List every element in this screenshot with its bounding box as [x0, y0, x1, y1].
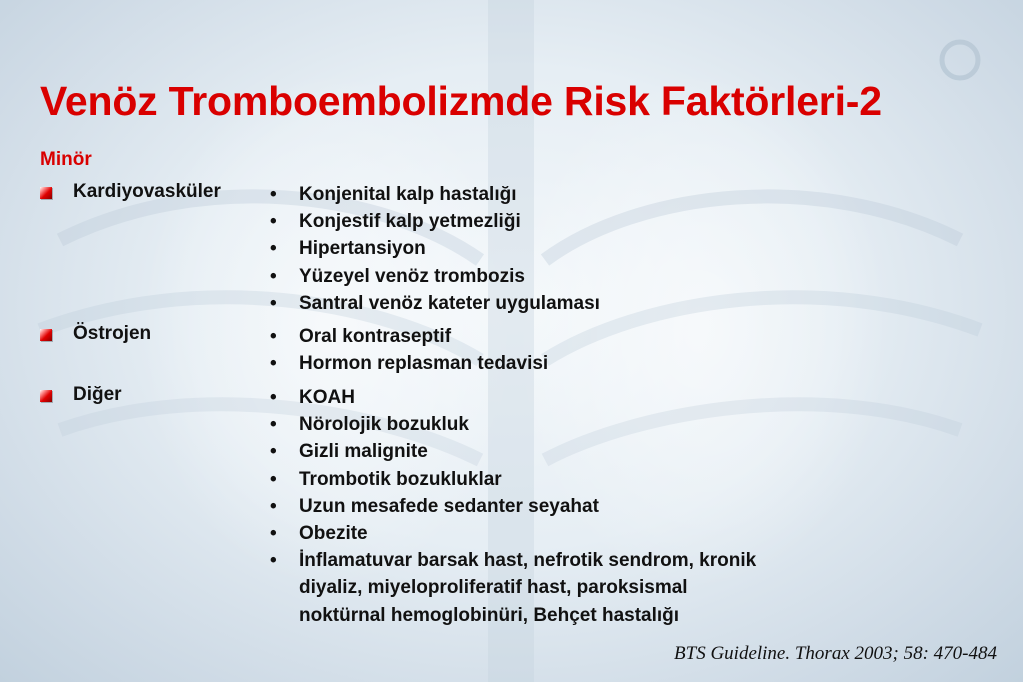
- square-bullet-icon: [40, 390, 52, 402]
- item-list: [268, 384, 756, 629]
- list-item: • Yüzeyel venöz trombozis: [268, 263, 600, 290]
- list-item: • Uzun mesafede sedanter seyahat: [268, 493, 756, 520]
- item-list: [268, 323, 548, 377]
- list-item: • Hormon replasman tedavisi: [268, 350, 548, 377]
- list-item: • Konjestif kalp yetmezliği: [268, 208, 600, 235]
- list-item: • Santral venöz kateter uygulaması: [268, 290, 600, 317]
- section-label: Diğer: [73, 384, 122, 405]
- section-label: Östrojen: [73, 323, 152, 344]
- list-item-continuation: noktürnal hemoglobinüri, Behçet hastalığı: [299, 604, 680, 626]
- list-item: • Konjenital kalp hastalığı: [268, 181, 600, 208]
- list-item: • Hipertansiyon: [268, 235, 600, 262]
- slide-subtitle: Minör: [40, 149, 92, 170]
- list-item: • Nörolojik bozukluk: [268, 411, 756, 438]
- list-item: • İnflamatuvar barsak hast, nefrotik sendrom, kronik: [268, 547, 756, 574]
- list-item: • Oral kontraseptif: [268, 323, 548, 350]
- section-label: Kardiyovasküler: [73, 181, 221, 202]
- square-bullet-icon: [40, 329, 52, 341]
- list-item: • Obezite: [268, 520, 756, 547]
- list-item: • Trombotik bozukluklar: [268, 466, 756, 493]
- slide-title: Venöz Tromboembolizmde Risk Faktörleri-2: [40, 78, 882, 124]
- list-item-continuation: diyaliz, miyeloproliferatif hast, paroksismal: [299, 577, 688, 599]
- list-item: • KOAH: [268, 384, 756, 411]
- square-bullet-icon: [40, 187, 52, 199]
- list-item: • Gizli malignite: [268, 438, 756, 465]
- item-list: [268, 181, 600, 317]
- citation: BTS Guideline. Thorax 2003; 58: 470-484: [674, 643, 997, 664]
